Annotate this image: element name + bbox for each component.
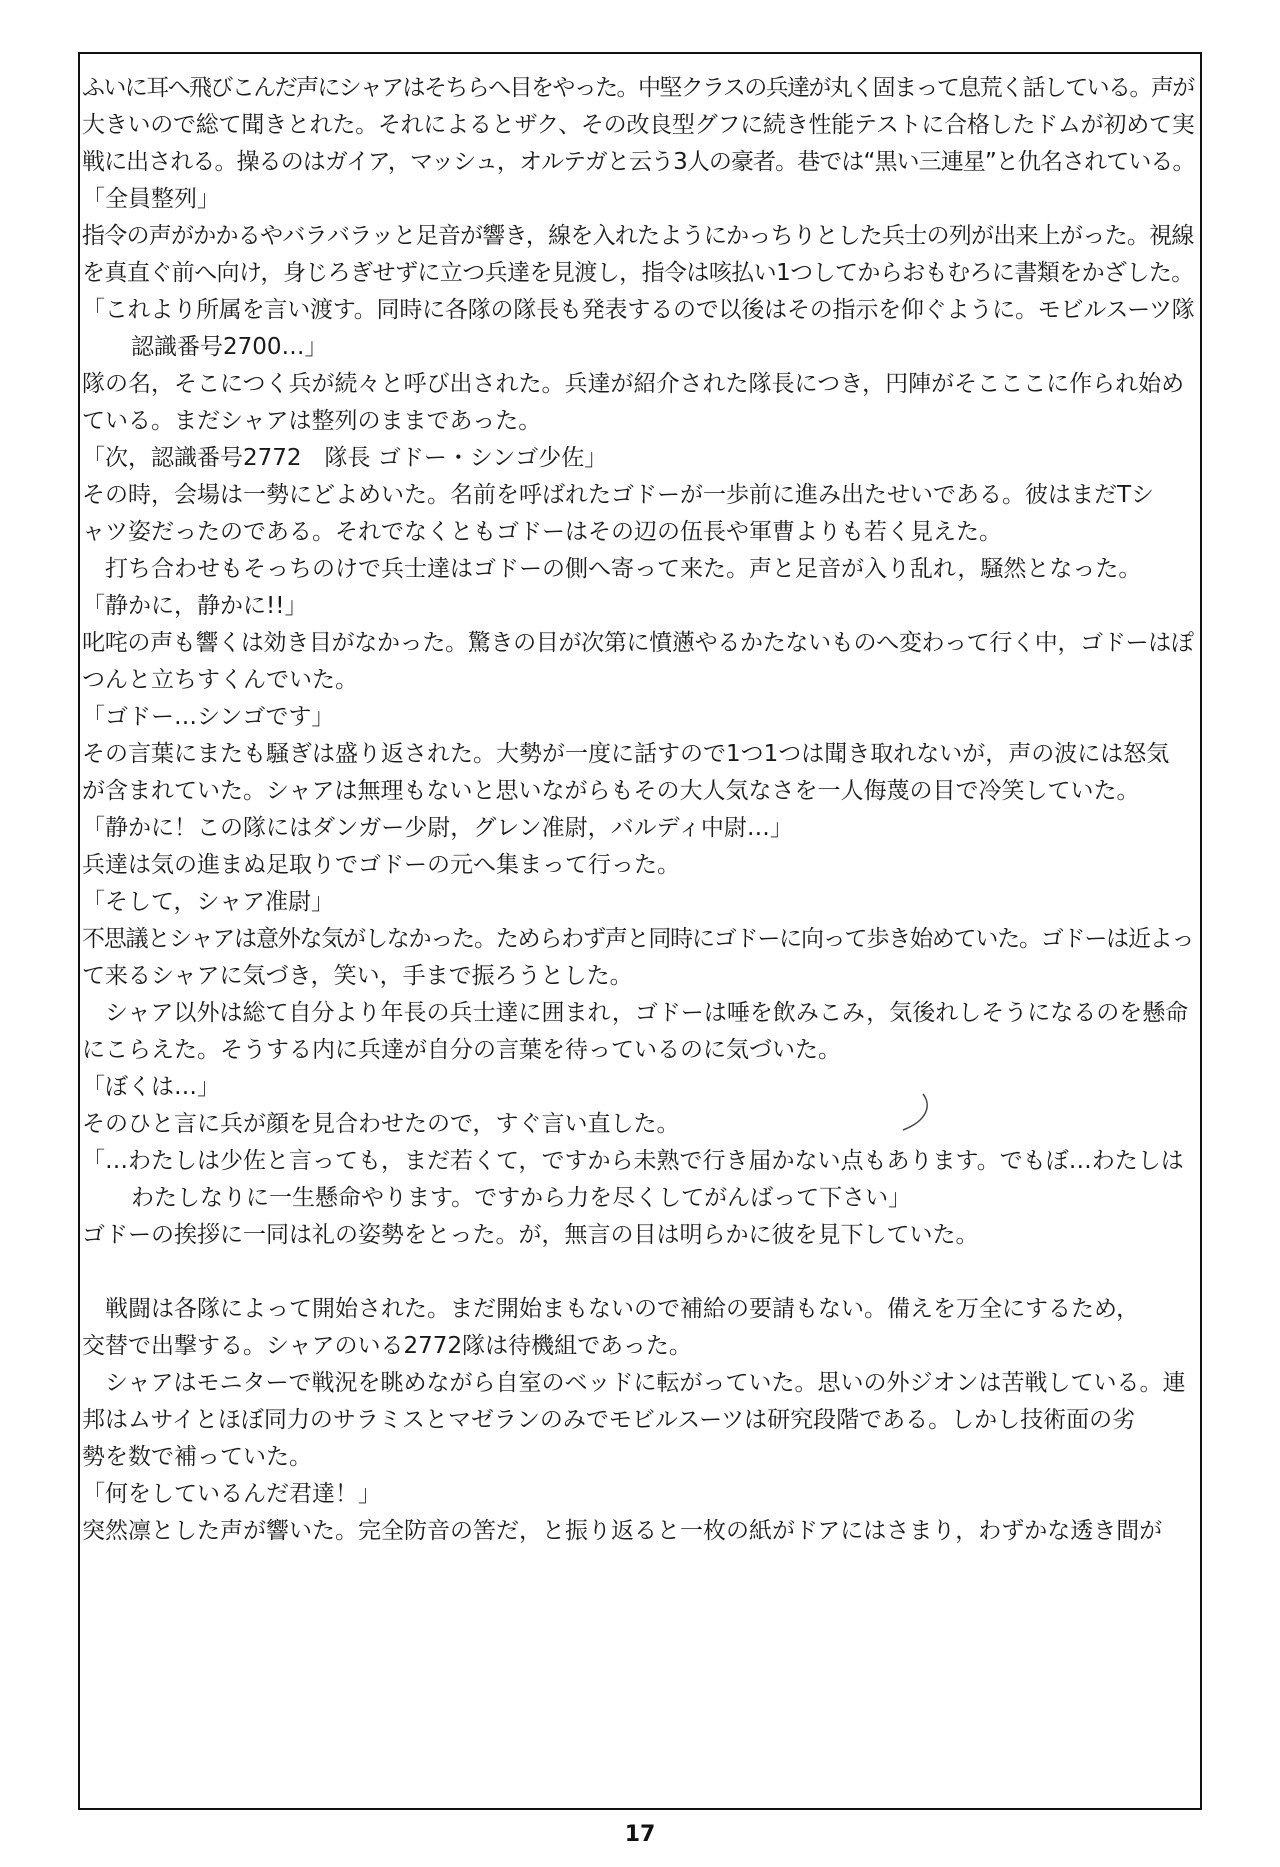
text-line: 不思議とシャアは意外な気がしなかった。ためらわず声と同時にゴドーに向って歩き始めていた。ゴドーは近よっ — [82, 926, 1194, 952]
text-line — [82, 1254, 1200, 1291]
text-line: その時，会場は一勢にどよめいた。名前を呼ばれたゴドーが一歩前に進み出たせいである。彼はまだTシ — [82, 482, 1155, 508]
novel-text-body — [82, 70, 1200, 1550]
text-line: 「静かに，静かに!!」 — [82, 593, 308, 619]
text-line: 「何をしているんだ君達！」 — [82, 1481, 381, 1507]
text-line: にこらえた。そうする内に兵達が自分の言葉を待っているのに気づいた。 — [82, 1037, 841, 1063]
text-line: を真直ぐ前へ向け，身じろぎせずに立つ兵達を見渡し，指令は咳払い1つしてからおもむろに書類をかざした。 — [82, 260, 1194, 286]
text-line: て来るシャアに気づき，笑い，手まで振ろうとした。 — [82, 963, 633, 989]
text-line: 勢を数で補っていた。 — [82, 1444, 312, 1470]
text-line: ふいに耳へ飛びこんだ声にシャアはそちらへ目をやった。中堅クラスの兵達が丸く固まって息荒く話している。声が — [82, 75, 1194, 101]
text-line: 戦闘は各隊によって開始された。まだ開始まもないので補給の要請もない。備えを万全にするため， — [82, 1296, 1140, 1322]
text-line: 兵達は気の進まぬ足取りでゴドーの元へ集まって行った。 — [82, 852, 680, 878]
text-line: 「そして，シャア准尉」 — [82, 889, 335, 915]
text-line: 隊の名，そこにつく兵が続々と呼び出された。兵達が紹介された隊長につき，円陣がそこここに作られ始め — [82, 371, 1185, 397]
text-line: ャツ姿だったのである。それでなくともゴドーはその辺の伍長や軍曹よりも若く見えた。 — [82, 519, 1002, 545]
text-line: 戦に出される。操るのはガイア，マッシュ，オルテガと云う3人の豪者。巷では“黒い三連星”と仇名されている。 — [82, 149, 1195, 175]
text-line: そのひと言に兵が顔を見合わせたので，すぐ言い直した。 — [82, 1111, 680, 1137]
text-line: 突然凛とした声が響いた。完全防音の筈だ，と振り返ると一枚の紙がドアにはさまり，わずかな透き間が — [82, 1518, 1163, 1544]
text-line: その言葉にまたも騒ぎは盛り返された。大勢が一度に話すので1つ1つは聞き取れないが，声の波には怒気 — [82, 741, 1170, 767]
text-line: ゴドーの挨拶に一同は礼の姿勢をとった。が，無言の目は明らかに彼を見下していた。 — [82, 1222, 979, 1248]
text-line: 「次，認識番号2772 隊長 ゴドー・シンゴ少佐」 — [82, 445, 608, 471]
text-line: 邦はムサイとほぼ同力のサラミスとマゼランのみでモビルスーツは研究段階である。しかし技術面の劣 — [82, 1407, 1136, 1433]
text-line: ている。まだシャアは整列のままであった。 — [82, 408, 542, 434]
text-line: わたしなりに一生懸命やります。ですから力を尽くしてがんばって下さい」 — [108, 1185, 912, 1211]
text-line: 叱咤の声も響くは効き目がなかった。驚きの目が次第に憤懣やるかたないものへ変わって行く中，ゴドーはぽ — [82, 630, 1194, 656]
page-number: 17 — [624, 1822, 656, 1847]
text-line: 打ち合わせもそっちのけで兵士達はゴドーの側へ寄って来た。声と足音が入り乱れ，騒然となった。 — [82, 556, 1142, 582]
text-line: つんと立ちすくんでいた。 — [82, 667, 358, 693]
text-line: 「ゴドー…シンゴです」 — [82, 704, 335, 730]
stray-pen-mark — [895, 1090, 935, 1136]
text-line: 「ぼくは…」 — [82, 1074, 220, 1100]
text-line: シャアはモニターで戦況を眺めながら自室のベッドに転がっていた。思いの外ジオンは苦戦している。連 — [82, 1370, 1186, 1396]
text-line: 「静かに！この隊にはダンガー少尉，グレン准尉，バルディ中尉…」 — [82, 815, 793, 841]
text-line: 大きいので総て聞きとれた。それによるとザク、その改良型グフに続き性能テストに合格したドムが初めて実 — [82, 112, 1195, 138]
text-line: 「…わたしは少佐と言っても，まだ若くて，ですから未熟で行き届かない点もあります。でもぼ…わたしは — [82, 1148, 1184, 1174]
text-line: 認識番号2700…」 — [108, 334, 328, 360]
text-line: 交替で出撃する。シャアのいる2772隊は待機組であった。 — [82, 1333, 692, 1359]
text-line: 指令の声がかかるやバラバラッと足音が響き，線を入れたようにかっちりとした兵士の列が出来上がった。視線 — [82, 223, 1194, 249]
text-line: 「これより所属を言い渡す。同時に各隊の隊長も発表するので以後はその指示を仰ぐように。モビルスーツ隊 — [82, 297, 1195, 323]
text-line: が含まれていた。シャアは無理もないと思いながらもその大人気なさを一人侮蔑の目で冷笑していた。 — [82, 778, 1140, 804]
text-line: 「全員整列」 — [82, 186, 220, 212]
text-line: シャア以外は総て自分より年長の兵士達に囲まれ，ゴドーは唾を飲みこみ，気後れしそうになるのを懸命 — [82, 1000, 1189, 1026]
